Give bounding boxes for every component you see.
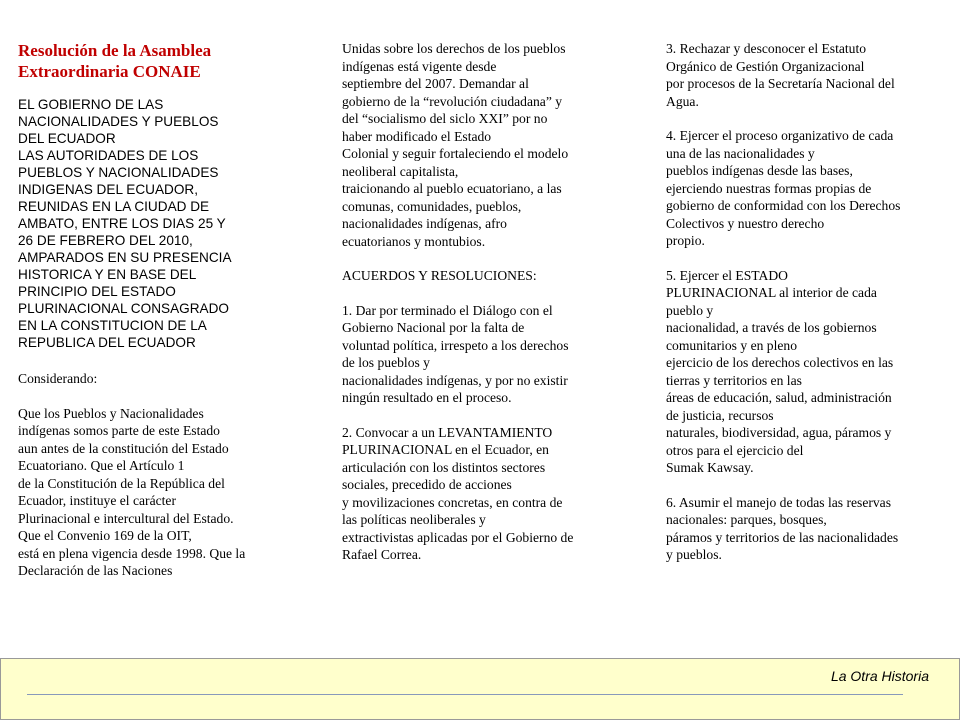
preamble-caps-block: EL GOBIERNO DE LAS NACIONALIDADES Y PUEBLOS DEL ECUADOR LAS AUTORIDADES DE LOS PUEBLOS Y NACIONALIDADES INDIGENAS DEL ECUADOR, REUNIDAS EN LA CIUDAD DE AMBATO, ENTRE LOS DIAS 25 Y 26 DE FEBRERO DEL 2010, AMPARADOS EN SU PRESENCIA HISTORICA Y EN BASE DEL PRINCIPIO DEL ESTADO PLURINACIONAL CONSAGRADO EN LA CONSTITUCION DE LA REPUBLICA DEL ECUADOR <box>18 97 232 350</box>
considerando-paragraph: Que los Pueblos y Nacionalidades indígenas somos parte de este Estado aun antes de la constitución del Estado Ecuatoriano. Que el Artículo 1 de la Constitución de la República del Ecuador, instituye el carácter Plurinacional e intercultural del Estado. Que el Convenio 169 de la OIT, está en plena vigencia desde 1998. Que la Declaración de las Naciones <box>18 405 246 578</box>
continuation-paragraph: Unidas sobre los derechos de los pueblos indígenas está vigente desde septiembre del 2007. Demandar al gobierno de la “revolución ciudadana” y del “socialismo del siclo XXI” por no haber modificado el Estado Colonial y seguir fortaleciendo el modelo neoliberal capitalista, traicionando al pueblo ecuatoriano, a las comunas, comunidades, pueblos, nacionalidades indígenas, afro ecuatorianos y montubios. <box>342 41 569 249</box>
column-3 <box>666 40 951 564</box>
column-1 <box>18 40 288 580</box>
footer-divider <box>27 694 903 695</box>
resolution-item-2: 2. Convocar a un LEVANTAMIENTO PLURINACIONAL en el Ecuador, en articulación con los distintos sectores sociales, precedido de acciones y movilizaciones concretas, en contra de las políticas neoliberales y extractivistas aplicadas por el Gobierno de Rafael Correa. <box>342 424 574 562</box>
footer-label: La Otra Historia <box>830 668 929 684</box>
resolutions-heading: ACUERDOS Y RESOLUCIONES: <box>342 268 537 283</box>
considerando-heading: Considerando: <box>18 371 98 386</box>
resolution-item-6: 6. Asumir el manejo de todas las reservas nacionales: parques, bosques, páramos y territorios de las nacionalidades y pueblos. <box>666 494 899 562</box>
resolution-item-3: 3. Rechazar y desconocer el Estatuto Orgánico de Gestión Organizacional por procesos de la Secretaría Nacional del Agua. <box>666 41 895 109</box>
resolution-item-4: 4. Ejercer el proceso organizativo de cada una de las nacionalidades y pueblos indígenas desde las bases, ejerciendo nuestras formas propias de gobierno de conformidad con los Derechos Colectivos y nuestro derecho propio. <box>666 128 901 248</box>
document-title <box>18 40 288 82</box>
footer-bar <box>0 658 960 720</box>
resolution-item-1: 1. Dar por terminado el Diálogo con el Gobierno Nacional por la falta de voluntad política, irrespeto a los derechos de los pueblos y nacionalidades indígenas, y por no existir ningún resultado en el proceso. <box>342 302 569 405</box>
column-2 <box>342 40 612 564</box>
title-line-2: Extraordinaria CONAIE <box>18 62 201 81</box>
title-line-1: Resolución de la Asamblea <box>18 41 212 60</box>
resolution-item-5: 5. Ejercer el ESTADO PLURINACIONAL al interior de cada pueblo y nacionalidad, a través de los gobiernos comunitarios y en pleno ejercicio de los derechos colectivos en las tierras y territorios en las áreas de educación, salud, administración de justicia, recursos naturales, biodiversidad, agua, páramos y otros para el ejercicio del Sumak Kawsay. <box>666 267 894 475</box>
